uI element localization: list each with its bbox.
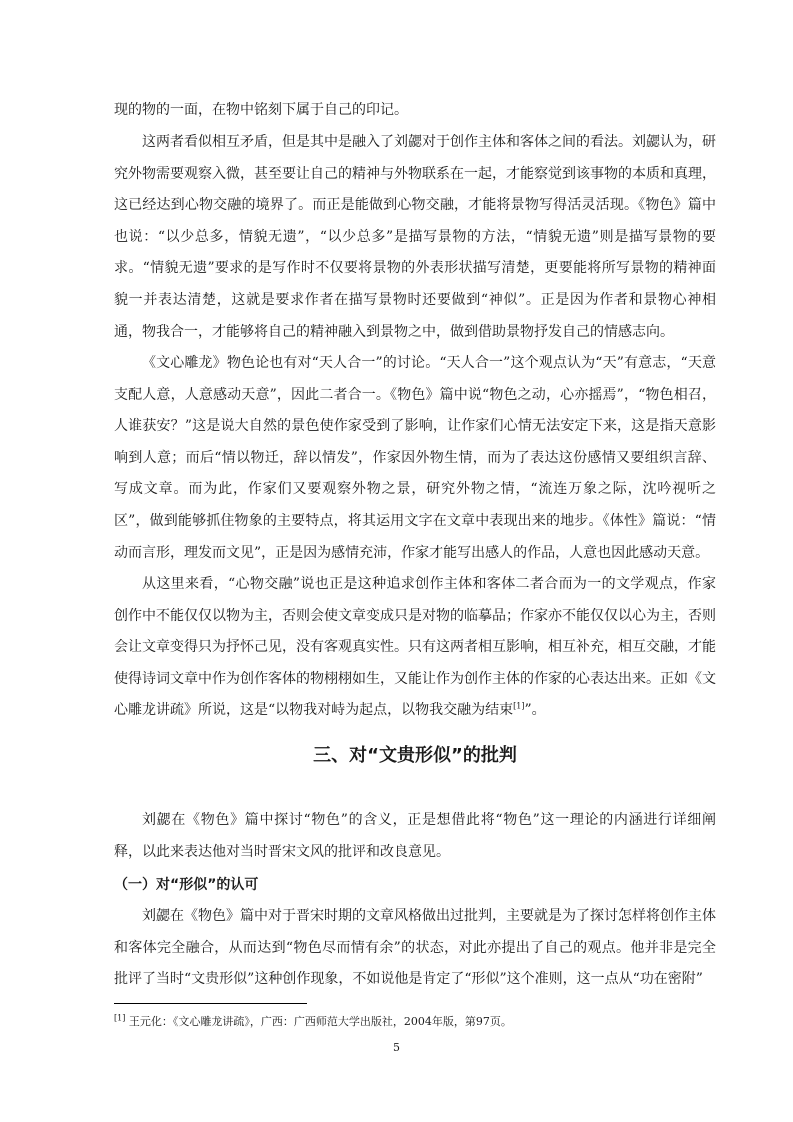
paragraph-subject-object-unity [114, 569, 716, 727]
footnote-marker: [1] [114, 1013, 126, 1023]
footnote [114, 1014, 716, 1030]
footnote-text: 王元化：《文心雕龙讲疏》，广西：广西师范大学出版社，2004年版，第97页。 [128, 1015, 512, 1028]
paragraph-text: 从这里来看，“心物交融”说也正是这种追求创作主体和客体二者合而为一的文学观点，作家创作中不能仅仅以物为主，否则会使文章变成只是对物的临摹品；作家亦不能仅仅以心为主，否则会让文章变得只为抒怀己见，没有客观真实性。只有这两者相互影响，相互补充，相互交融，才能使得诗词文章中作为创作客体的物栩栩如生，又能让作为创作主体的作家的心表达出来。正如《文心雕龙讲疏》所说，这是“以物我对峙为起点，以物我交融为结束 [114, 576, 716, 719]
paragraph-heaven-human-unity: 《文心雕龙》物色论也有对“天人合一”的讨论。“天人合一”这个观点认为“天”有意志，“天意支配人意，人意感动天意”，因此二者合一。《物色》篇中说“物色之动，心亦摇焉”，“物色相召，人谁获安？”这是说大自然的景色使作家受到了影响，让作家们心情无法安定下来，这是指天意影响到人意；而后“情以物迁，辞以情发”，作家因外物生情，而为了表达这份感情又要组织言辞、写成文章。而为此，作家们又要观察外物之景，研究外物之情，“流连万象之际，沈吟视听之区”，做到能够抓住物象的主要特点，将其运用文字在文章中表现出来的地步。《体性》篇说：“情动而言形，理发而文见”，正是因为感情充沛，作家才能写出感人的作品，人意也因此感动天意。 [114, 355, 716, 561]
subsection-title: （一）对“形似”的认可 [114, 877, 259, 893]
section-title: 三、对“文贵形似”的批判 [313, 745, 517, 766]
section-intro-paragraph: 刘勰在《物色》篇中探讨“物色”的含义，正是想借此将“物色”这一理论的内涵进行详细阐释，以此来表达他对当时晋宋文风的批评和改良意见。 [114, 812, 716, 860]
page-number: 5 [393, 1041, 400, 1054]
paragraph-mind-object-fusion: 这两者看似相互矛盾，但是其中是融入了刘勰对于创作主体和客体之间的看法。刘勰认为，研究外物需要观察入微，甚至要让自己的精神与外物联系在一起，才能察觉到该事物的本质和真理，这已经达到心物交融的境界了。而正是能做到心物交融，才能将景物写得活灵活现。《物色》篇中也说：“以少总多，情貌无遗”，“以少总多”是描写景物的方法，“情貌无遗”则是描写景物的要求。“情貌无遗”要求的是写作时不仅要将景物的外表形状描写清楚，更要能将所写景物的精神面貌一并表达清楚，这就是要求作者在描写景物时还要做到“神似”。正是因为作者和景物心神相通，物我合一，才能够将自己的精神融入到景物之中，做到借助景物抒发自己的情感志向。 [114, 134, 716, 340]
paragraph-continuation: 现的物的一面，在物中铭刻下属于自己的印记。 [114, 102, 408, 118]
footnote-reference[interactable]: [1] [513, 701, 525, 711]
subsection-paragraph: 刘勰在《物色》篇中对于晋宋时期的文章风格做出过批判，主要就是为了探讨怎样将创作主体和客体完全融合，从而达到“物色尽而情有余”的状态，对此亦提出了自己的观点。他并非是完全批评了当时“文贵形似”这种创作现象，不如说他是肯定了“形似”这个准则，这一点从“功在密附” [114, 908, 716, 988]
paragraph-ending: ”。 [524, 702, 546, 719]
footnote-divider [114, 1003, 307, 1004]
